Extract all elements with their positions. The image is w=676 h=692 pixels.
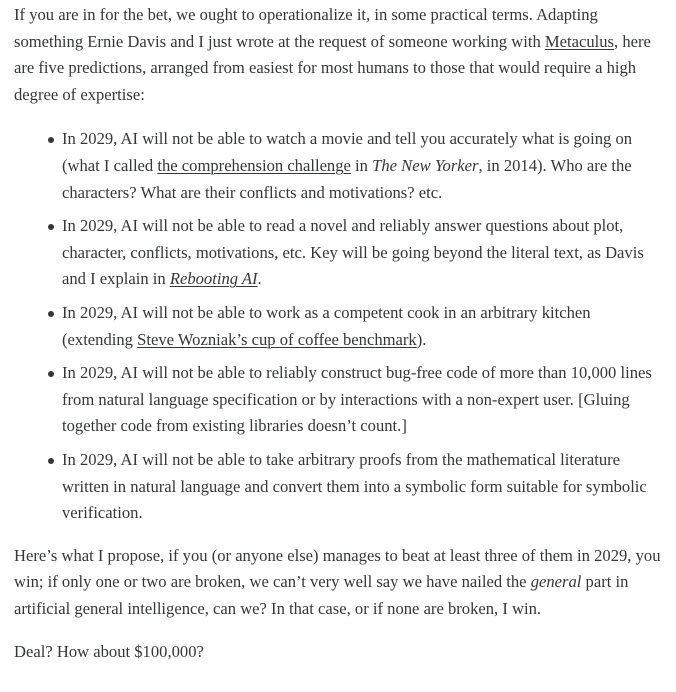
- prediction-text: In 2029, AI will not be able to watch a movie and tell you accurately what is going on (what I called: [62, 129, 633, 175]
- intro-paragraph: [14, 2, 662, 108]
- prediction-item-movie: [62, 126, 662, 206]
- prediction-text: , in 2014). Who are the characters? What are their conflicts and motivations? etc.: [62, 155, 632, 202]
- metaculus-link[interactable]: Metaculus: [544, 31, 615, 51]
- prediction-text: ).: [416, 329, 427, 349]
- prediction-text: in: [350, 155, 373, 175]
- prediction-text: In 2029, AI will not be able to read a novel and reliably answer questions about plot, character, conflicts, motivations, etc. Key will be going beyond the literal text, as Davis and I explain in: [62, 216, 644, 289]
- prediction-text: In 2029, AI will not be able to work as a competent cook in an arbitrary kitchen (extending: [62, 302, 591, 349]
- predictions-list: [14, 126, 662, 526]
- prediction-text: In 2029, AI will not be able to reliably construct bug-free code of more than 10,000 lines from natural language specification or by interactions with a non-expert user. [Gluing together code from existing libraries doesn’t count.]: [62, 363, 652, 436]
- new-yorker-title: The New Yorker: [372, 155, 479, 175]
- prediction-item-proofs: [62, 447, 662, 527]
- proposal-paragraph: [14, 543, 662, 623]
- rebooting-ai-link[interactable]: Rebooting AI: [169, 269, 258, 289]
- coffee-benchmark-link[interactable]: Steve Wozniak’s cup of coffee benchmark: [137, 329, 417, 349]
- proposal-text: Here’s what I propose, if you (or anyone else) manages to beat at least three of them in 2029, you win; if only one or two are broken, we can’t very well say we have nailed the: [14, 545, 661, 592]
- prediction-text: .: [257, 269, 262, 289]
- deal-paragraph: Deal? How about $100,000?: [14, 642, 204, 662]
- prediction-item-code: [62, 360, 662, 440]
- prediction-item-novel: [62, 213, 662, 293]
- comprehension-challenge-link[interactable]: the comprehension challenge: [157, 155, 351, 175]
- prediction-text: In 2029, AI will not be able to take arbitrary proofs from the mathematical literature written in natural language and convert them into a symbolic form suitable for symbolic verification.: [62, 449, 647, 523]
- general-emphasis: general: [530, 572, 582, 592]
- intro-text: If you are in for the bet, we ought to operationalize it, in some practical terms. Adapting something Ernie Davis and I just wrote at the request of someone working with: [14, 5, 598, 51]
- intro-text-continued: , here are five predictions, arranged from easiest for most humans to those that would require a high degree of expertise:: [14, 31, 651, 104]
- proposal-text-continued: part in artificial general intelligence, can we? In that case, or if none are broken, I win.: [14, 572, 629, 618]
- prediction-item-cook: [62, 300, 662, 353]
